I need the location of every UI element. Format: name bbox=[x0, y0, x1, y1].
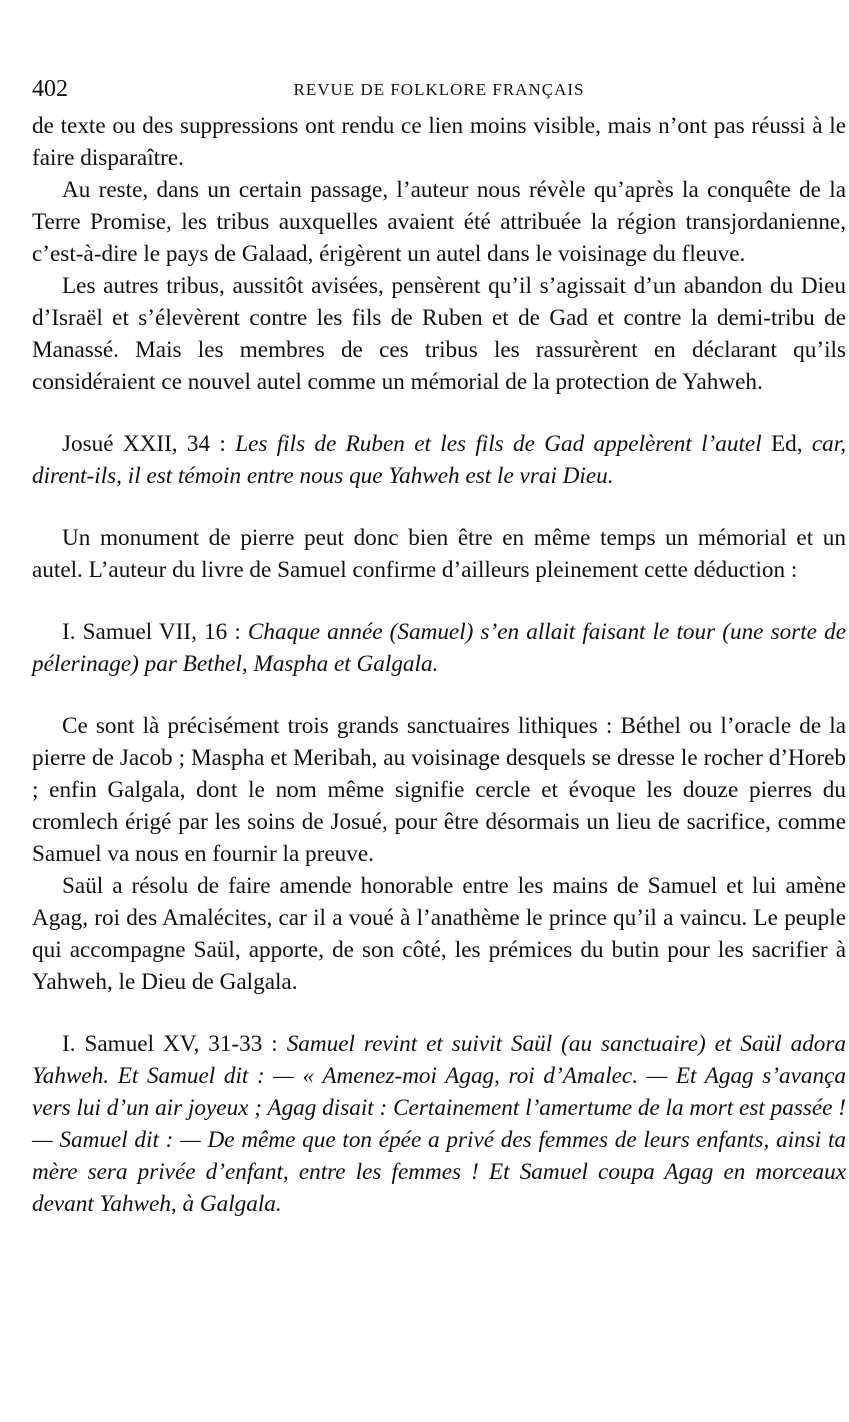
quote-samuel-vii-italic: Chaque année (Samuel) s’en allait faisant le tour (une sorte de pélerinage) par Bethel, Maspha et Galgala. bbox=[32, 619, 846, 677]
paragraph-sanctuaires: Ce sont là précisément trois grands sanctuaires lithiques : Béthel ou l’oracle de la pierre de Jacob ; Maspha et Meribah, au voisinage desquels se dresse le rocher d’Horeb ; enfin Galgala, dont le nom même signifie cercle et évoque les douze pierres du cromlech érigé par les soins de Josué, pour être désormais un lieu de sacrifice, comme Samuel va nous en fournir la preuve. bbox=[32, 713, 846, 867]
quote-samuel-vii-ref: I. Samuel VII, 16 : bbox=[62, 619, 248, 645]
quote-samuel-xv-ref: I. Samuel XV, 31-33 : bbox=[62, 1031, 287, 1057]
page-number: 402 bbox=[32, 76, 68, 102]
journal-title: REVUE DE FOLKLORE FRANÇAIS bbox=[293, 80, 585, 99]
paragraph-saul: Saül a résolu de faire amende honorable entre les mains de Samuel et lui amène Agag, roi des Amalécites, car il a voué à l’anathème le prince qu’il a vaincu. Le peuple qui accompagne Saül, apporte, de son côté, les prémices du butin pour les sacrifier à Yahweh, le Dieu de Galgala. bbox=[32, 873, 846, 995]
quote-josue-roman: Ed, bbox=[761, 431, 812, 457]
paragraph-continuation: de texte ou des suppressions ont rendu ce lien moins visible, mais n’ont pas réussi à le faire disparaître. bbox=[32, 113, 846, 171]
quote-samuel-vii bbox=[32, 616, 846, 680]
running-head bbox=[32, 70, 846, 110]
paragraph-autres-tribus: Les autres tribus, aussitôt avisées, pensèrent qu’il s’agissait d’un abandon du Dieu d’Israël et s’élevèrent contre les fils de Ruben et de Gad et contre la demi-tribu de Manassé. Mais les membres de ces tribus les rassurèrent en déclarant qu’ils considéraient ce nouvel autel comme un mémorial de la protection de Yahweh. bbox=[32, 273, 846, 395]
quote-josue-ref: Josué XXII, 34 : bbox=[62, 431, 236, 457]
paragraph-monument: Un monument de pierre peut donc bien être en même temps un mémorial et un autel. L’auteur du livre de Samuel confirme d’ailleurs pleinement cette déduction : bbox=[32, 525, 846, 583]
quote-josue bbox=[32, 428, 846, 492]
paragraph-au-reste: Au reste, dans un certain passage, l’auteur nous révèle qu’après la conquête de la Terre Promise, les tribus auxquelles avaient été attribuée la région transjordanienne, c’est-à-dire le pays de Galaad, érigèrent un autel dans le voisinage du fleuve. bbox=[32, 177, 846, 267]
book-page bbox=[32, 70, 846, 1220]
quote-josue-italic-b: car, dirent-ils, il est témoin entre nous que Yahweh est le vrai Dieu. bbox=[32, 431, 847, 489]
quote-samuel-xv-italic: Samuel revint et suivit Saül (au sanctuaire) et Saül adora Yahweh. Et Samuel dit : — « Amenez-moi Agag, roi d’Amalec. — Et Agag s’avança vers lui d’un air joyeux ; Agag disait : Certainement l’amertume de la mort est passée ! — Samuel dit : — De même que ton épée a privé des femmes de leurs enfants, ainsi ta mère sera privée d’enfant, entre les femmes ! Et Samuel coupa Agag en morceaux devant Yahweh, à Galgala. bbox=[32, 1031, 847, 1217]
quote-samuel-xv bbox=[32, 1028, 846, 1220]
quote-josue-italic-a: Les fils de Ruben et les fils de Gad appelèrent l’autel bbox=[235, 431, 762, 457]
